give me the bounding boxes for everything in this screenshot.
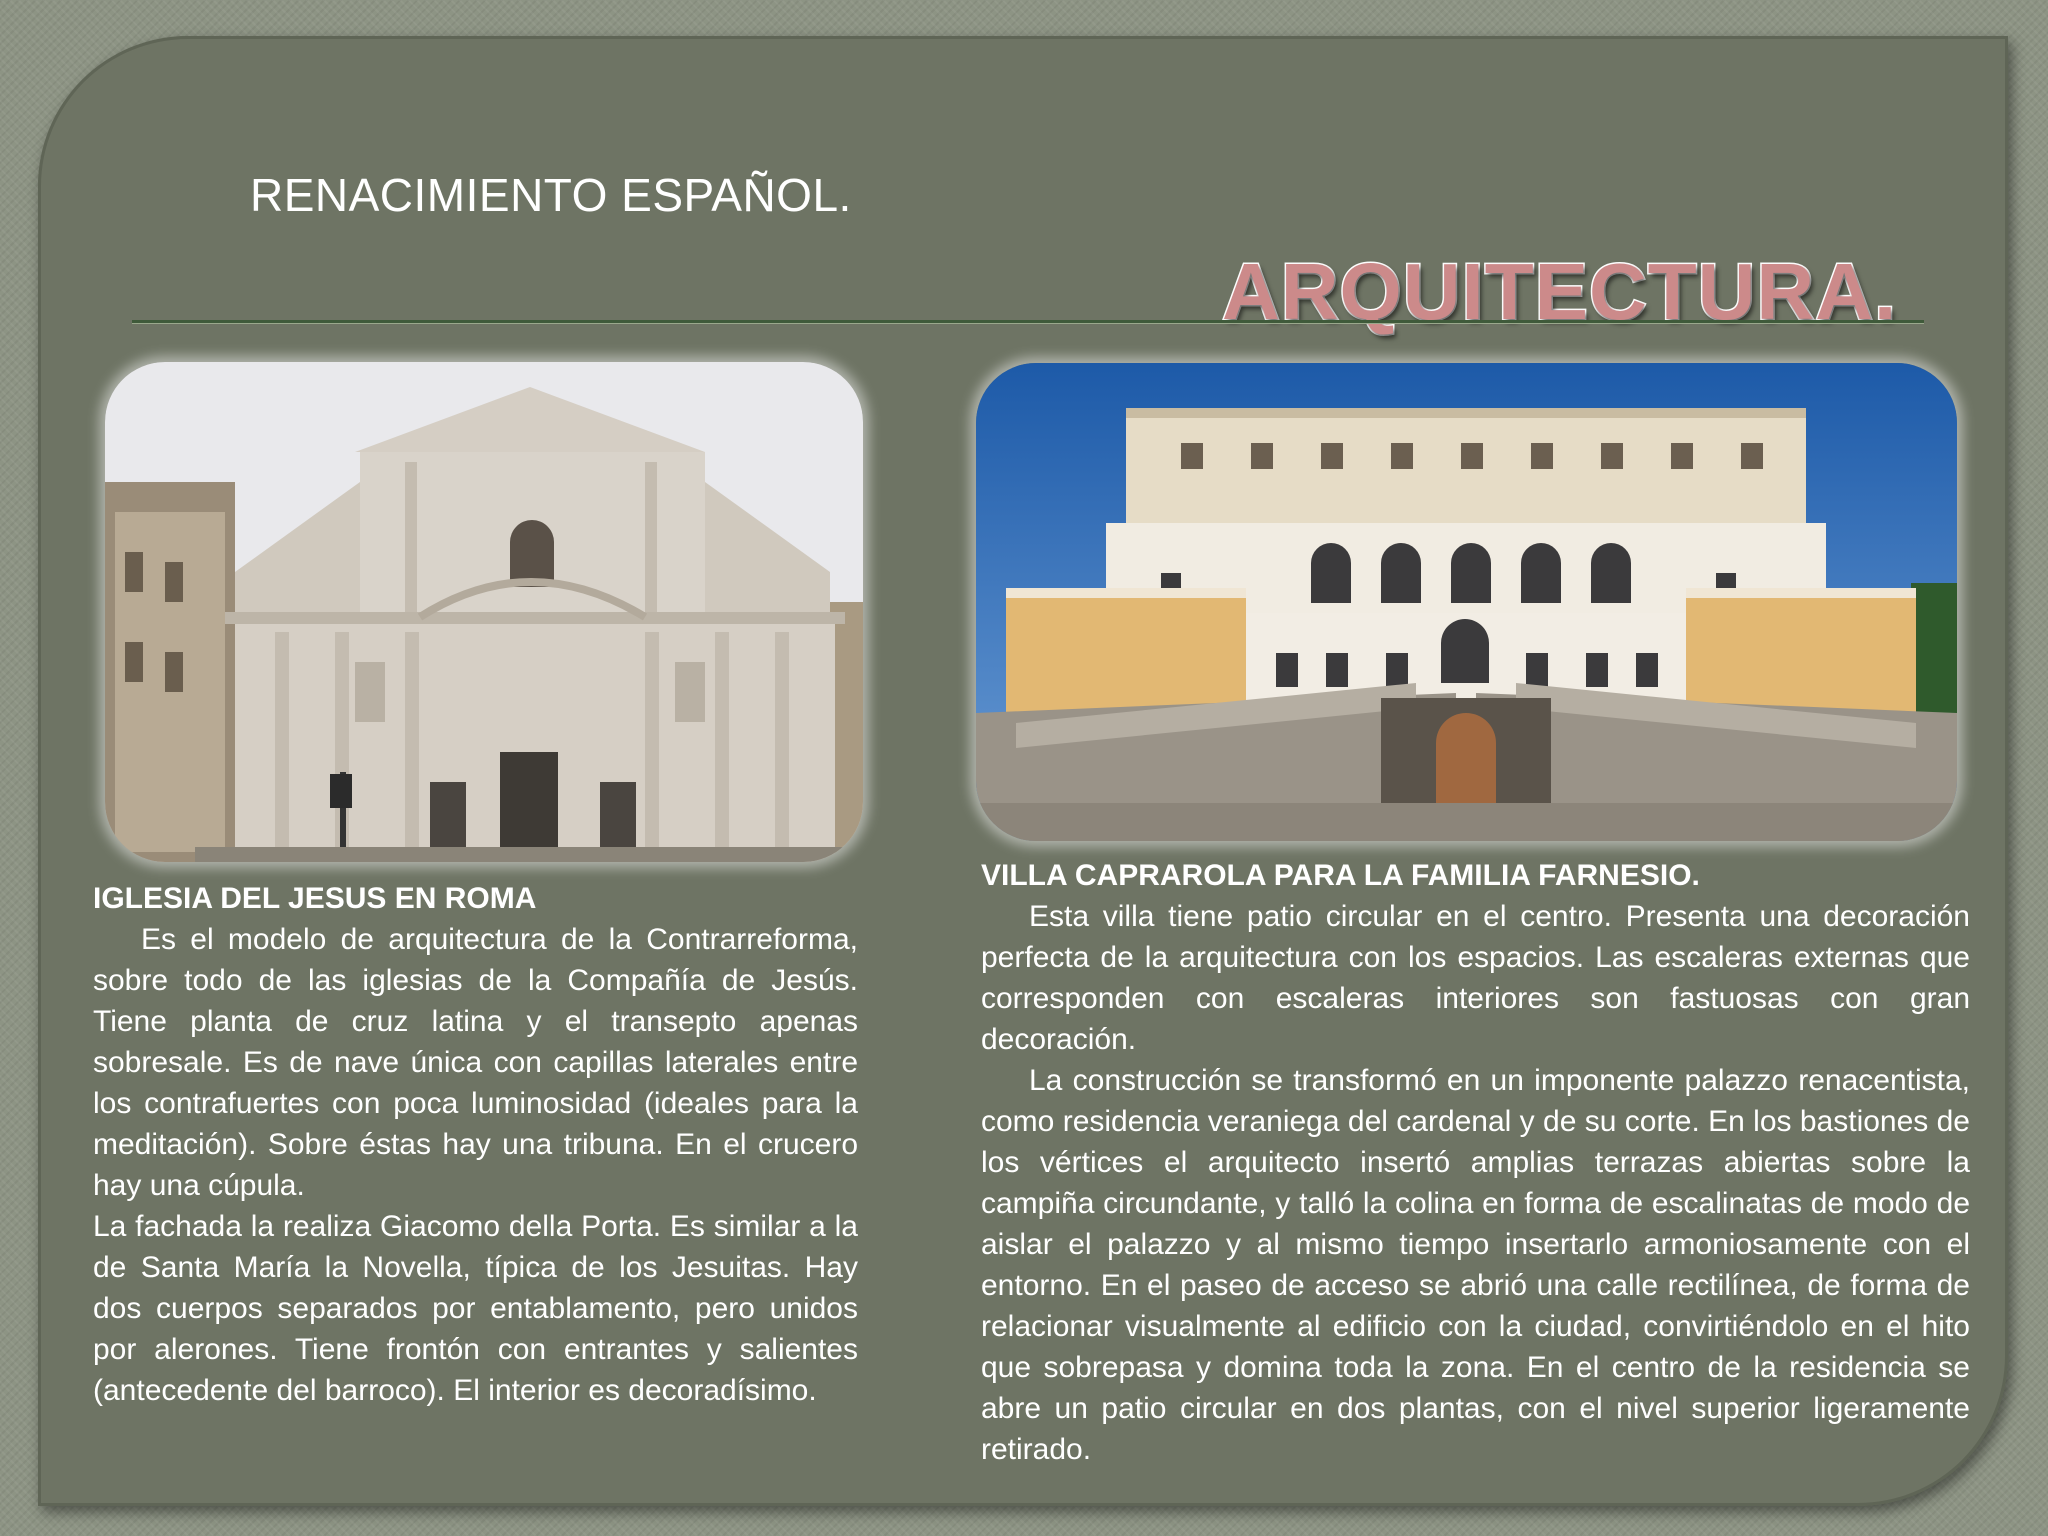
- iglesia-paragraph-1: Es el modelo de arquitectura de la Contrarreforma, sobre todo de las iglesias de la Compañía de Jesús. Tiene planta de cruz latina y el transepto apenas sobresale. Es de nave única con capillas laterales entre los contrafuertes con poca luminosidad (ideales para la meditación). Sobre éstas hay una tribuna. En el crucero hay una cúpula.: [93, 923, 858, 1202]
- villa-paragraph-1: Esta villa tiene patio circular en el centro. Presenta una decoración perfecta de la arquitectura con los espacios. Las escaleras externas que corresponden con escaleras interiores son fastuosas con gran decoración.: [981, 900, 1970, 1056]
- iglesia-del-jesus-photo: [105, 362, 863, 862]
- title-divider: [132, 320, 1924, 324]
- slide-subtitle: RENACIMIENTO ESPAÑOL.: [250, 169, 852, 221]
- iglesia-caption: [93, 878, 858, 1411]
- villa-heading: VILLA CAPRAROLA PARA LA FAMILIA FARNESIO.: [981, 859, 1700, 892]
- slide-title: ARQUITECTURA.: [1222, 247, 1898, 336]
- villa-caption: [981, 855, 1970, 1470]
- iglesia-paragraph-2: La fachada la realiza Giacomo della Porta. Es similar a la de Santa María la Novella, típica de los Jesuitas. Hay dos cuerpos separados por entablamento, pero unidos por alerones. Tiene frontón con entrantes y salientes (antecedente del barroco). El interior es decoradísimo.: [93, 1210, 858, 1407]
- villa-caprarola-photo: [976, 363, 1957, 841]
- iglesia-heading: IGLESIA DEL JESUS EN ROMA: [93, 882, 537, 915]
- villa-paragraph-2: La construcción se transformó en un imponente palazzo renacentista, como residencia veraniega del cardenal y de su corte. En los bastiones de los vértices el arquitecto insertó amplias terrazas abiertas sobre la campiña circundante, y talló la colina en forma de escalinatas de modo de aislar el palazzo y al mismo tiempo insertarlo armoniosamente con el entorno. En el paseo de acceso se abrió una calle rectilínea, de forma de relacionar visualmente al edificio con la ciudad, convirtiéndolo en el hito que sobrepasa y domina toda la zona. En el centro de la residencia se abre un patio circular en dos plantas, con el nivel superior ligeramente retirado.: [981, 1064, 1970, 1466]
